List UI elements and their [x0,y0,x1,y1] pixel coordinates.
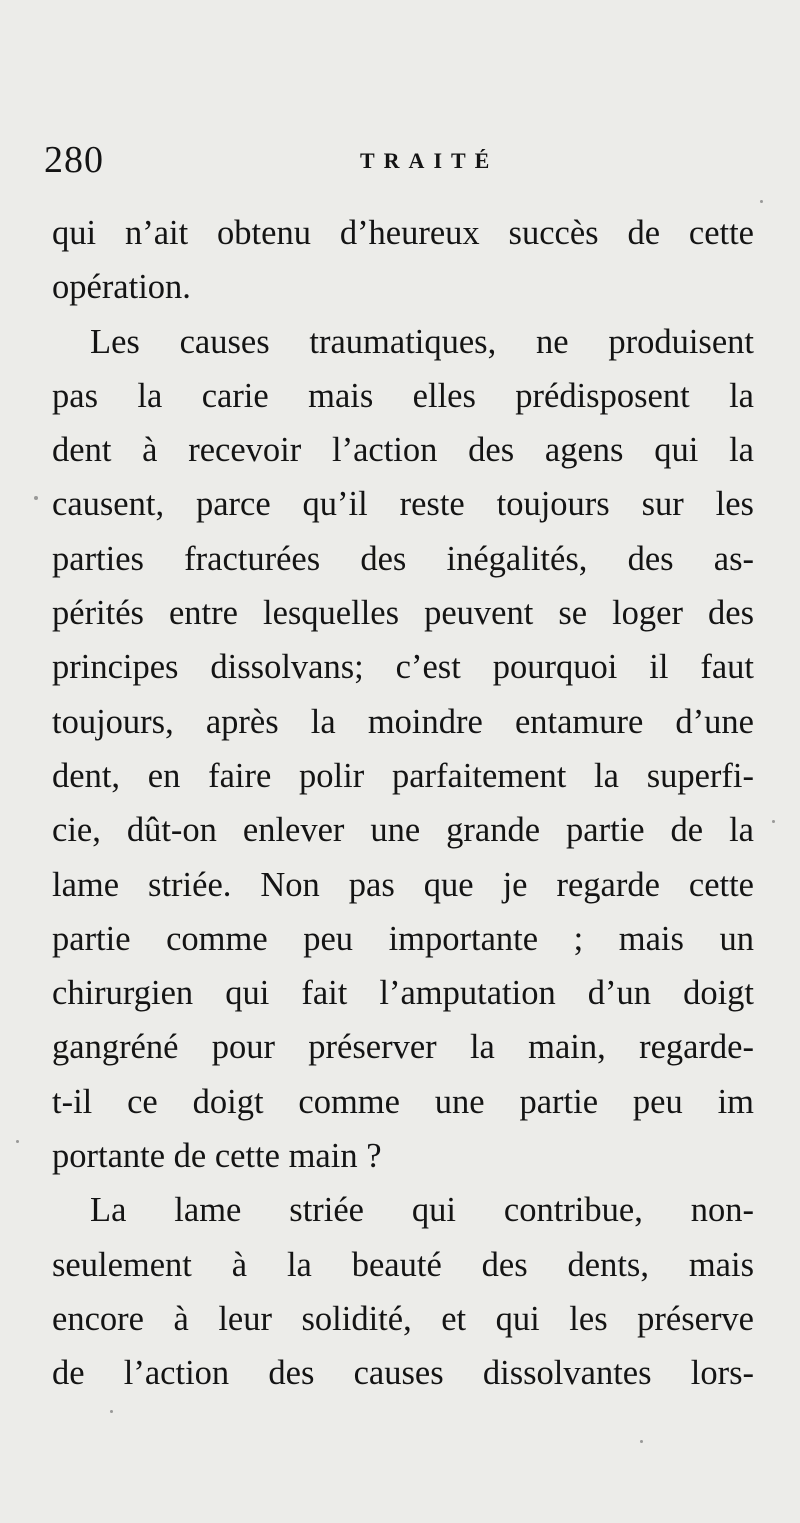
text-line: parties fracturées des inégalités, des as- [52,539,754,578]
paper-speck [34,496,38,500]
text-line: cie, dût-on enlever une grande partie de la [52,811,754,850]
text-line: seulement à la beauté des dents, mais [52,1245,754,1284]
text-line: principes dissolvans; c’est pourquoi il faut [52,648,754,687]
text-line: de l’action des causes dissolvantes lors- [52,1354,754,1393]
page-header [44,138,744,181]
paper-speck [16,1140,19,1143]
text-line: lame striée. Non pas que je regarde cette [52,865,754,904]
paper-speck [640,1440,643,1443]
text-line: Les causes traumatiques, ne produisent [90,322,754,361]
text-line: causent, parce qu’il reste toujours sur les [52,485,754,524]
text-line: dent à recevoir l’action des agens qui la [52,431,754,470]
paper-speck [760,200,763,203]
text-line: encore à leur solidité, et qui les préserve [52,1299,754,1338]
text-line: portante de cette main ? [52,1137,382,1176]
text-line: toujours, après la moindre entamure d’une [52,702,754,741]
running-title: TRAITÉ [360,148,499,173]
text-line: La lame striée qui contribue, non- [90,1191,754,1230]
text-line: t-il ce doigt comme une partie peu im [52,1082,754,1121]
text-line: pas la carie mais elles prédisposent la [52,376,754,415]
page-number: 280 [44,139,104,181]
text-line: pérités entre lesquelles peuvent se loger des [52,594,754,633]
paper-speck [110,1410,113,1413]
text-line: opération. [52,268,191,307]
text-line: partie comme peu importante ; mais un [52,919,754,958]
paper-speck [772,820,775,823]
body-text [52,206,754,1401]
text-line: dent, en faire polir parfaitement la superfi- [52,756,754,795]
text-line: chirurgien qui fait l’amputation d’un doigt [52,974,754,1013]
text-line: qui n’ait obtenu d’heureux succès de cette [52,214,754,252]
text-line: gangréné pour préserver la main, regarde- [52,1028,754,1067]
